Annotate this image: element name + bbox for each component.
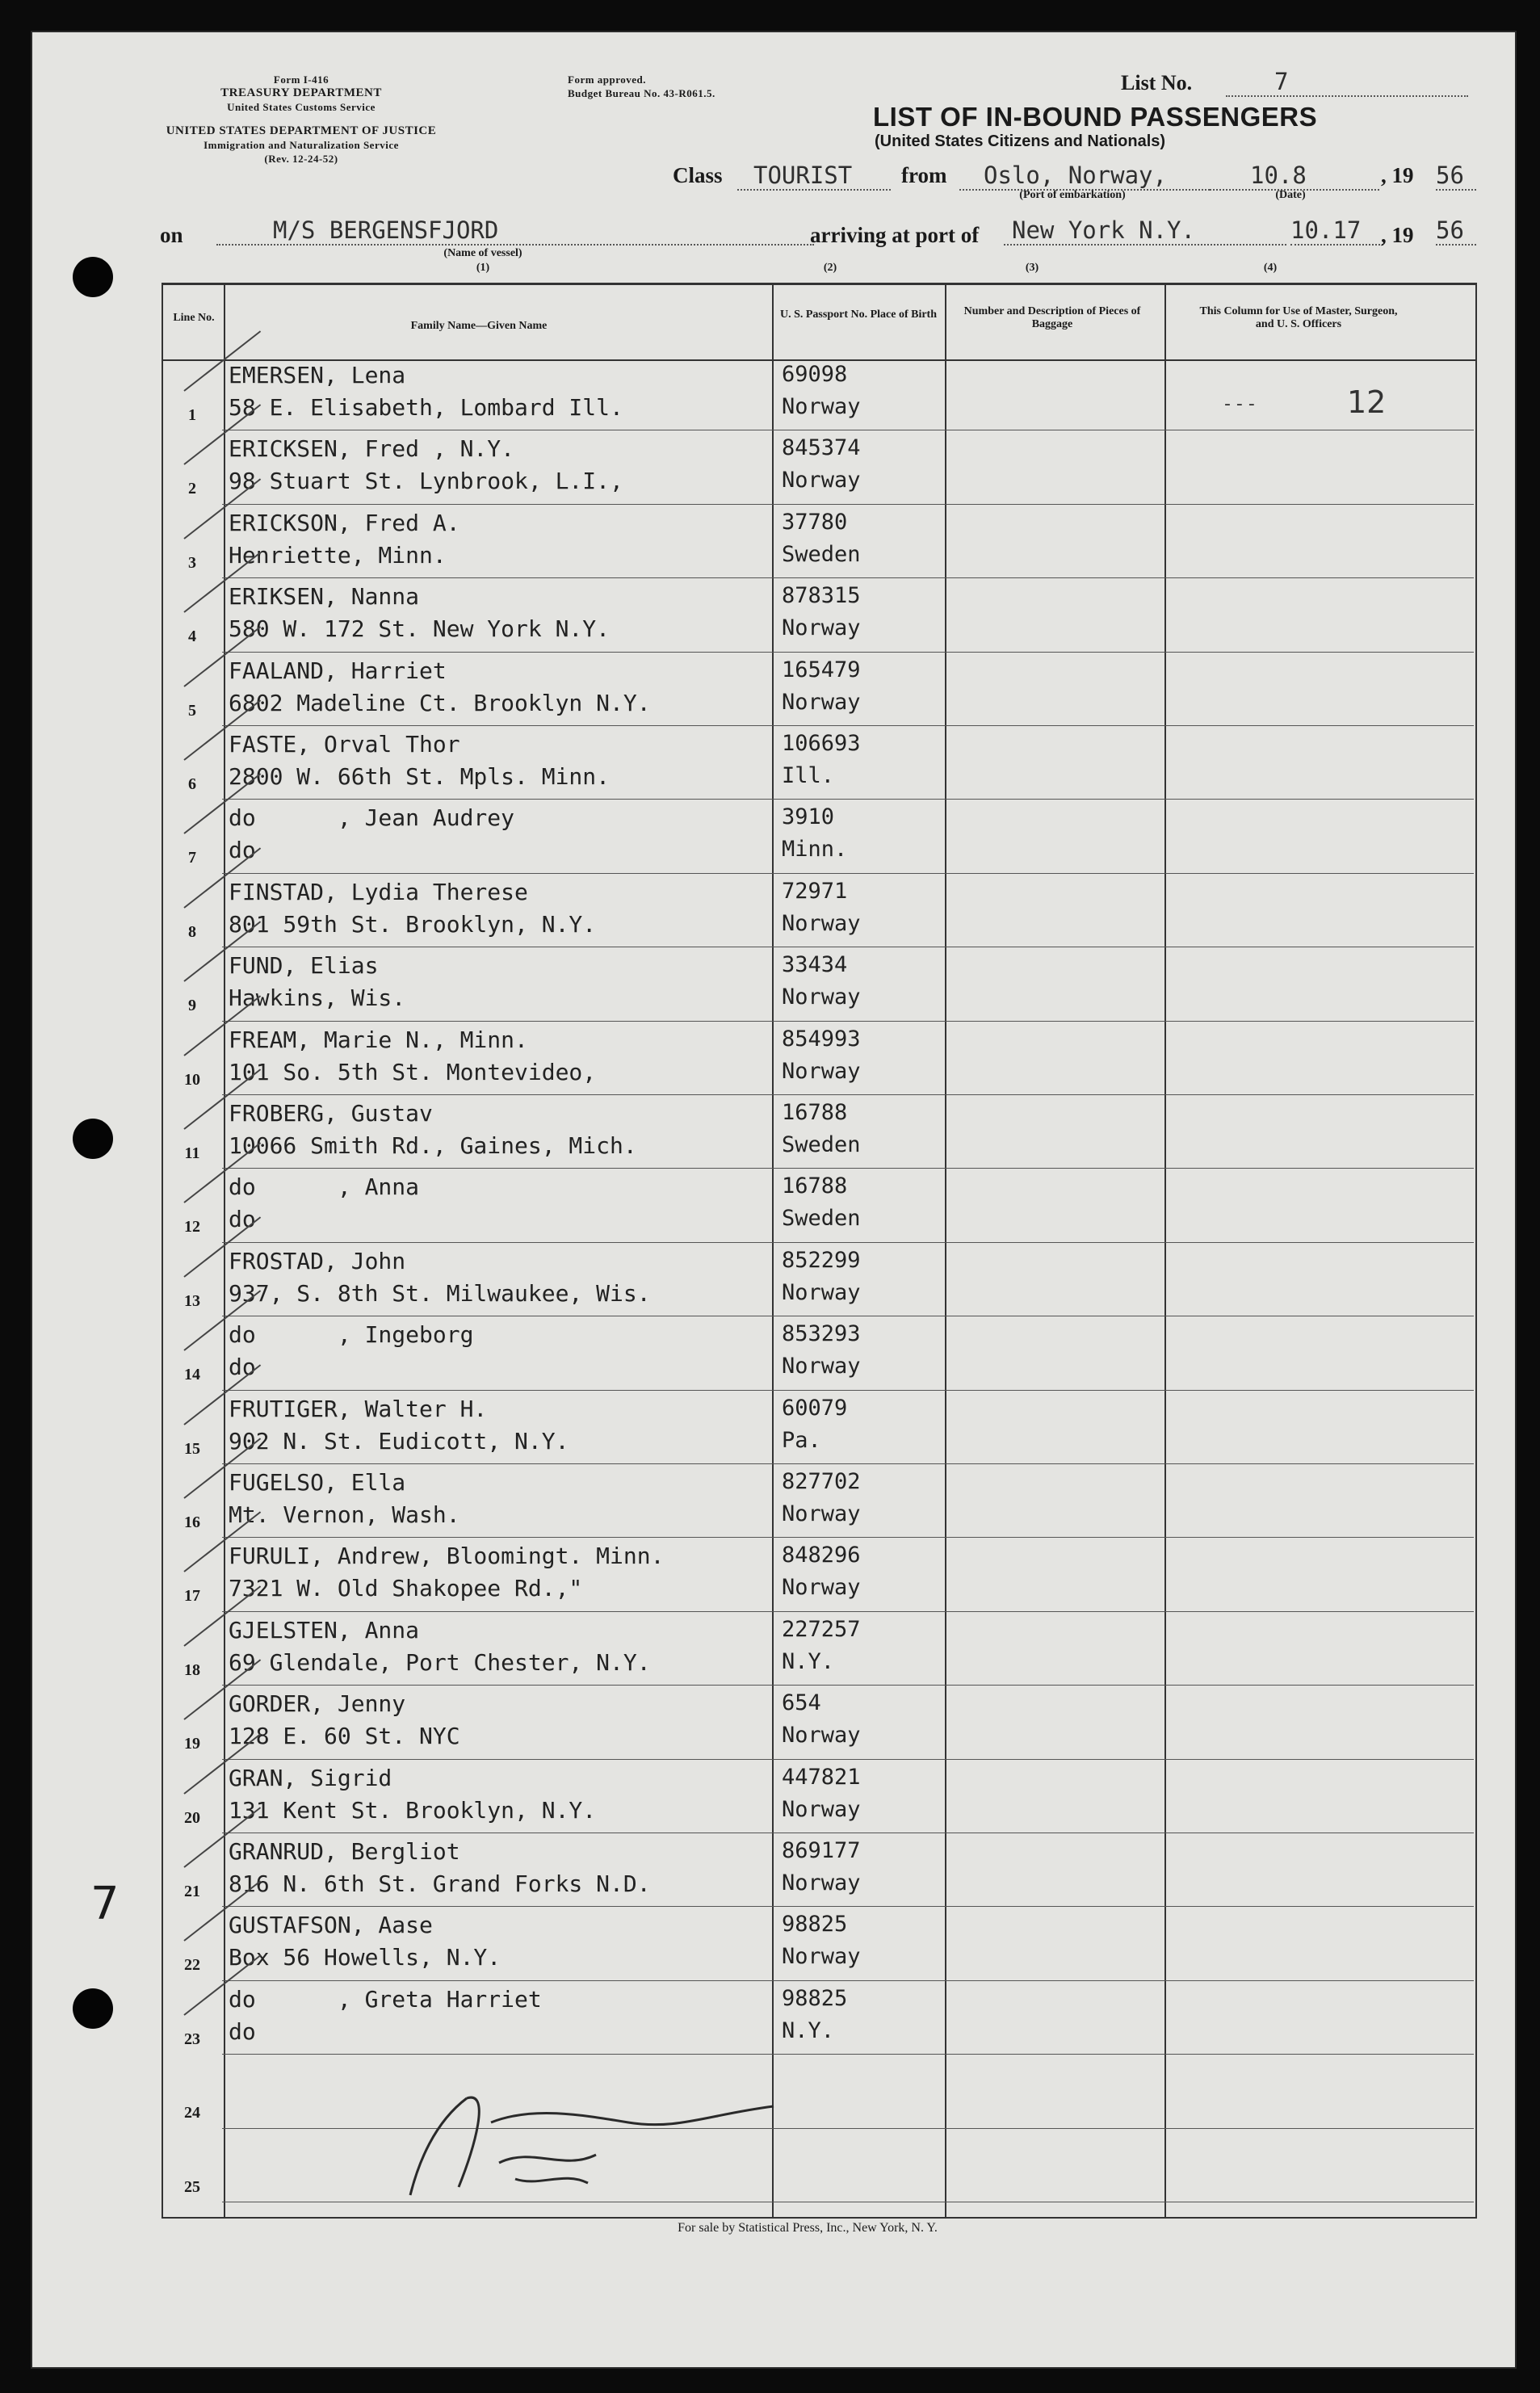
passenger-address: 10066 Smith Rd., Gaines, Mich.	[229, 1132, 637, 1159]
justice-block	[152, 124, 451, 166]
passenger-address: 128 E. 60 St. NYC	[229, 1723, 460, 1750]
col-baggage: Number and Description of Pieces of Baggage	[963, 305, 1141, 330]
col-num-3: (3)	[1025, 262, 1039, 274]
passenger-address: 7321 W. Old Shakopee Rd.,"	[229, 1575, 583, 1602]
list-no-value: 7	[1226, 68, 1468, 97]
passenger-address: Box 56 Howells, N.Y.	[229, 1944, 501, 1971]
passenger-name: do , Jean Audrey	[229, 804, 515, 832]
binder-hole-bottom	[73, 1988, 113, 2029]
place-of-birth: Norway	[782, 1575, 861, 1601]
margin-mark: 7	[90, 1878, 120, 1930]
col-num-2: (2)	[823, 262, 837, 274]
line-number: 23	[184, 2030, 200, 2048]
passenger-address: do	[229, 837, 256, 864]
line-number: 22	[184, 1956, 200, 1975]
passenger-name: FINSTAD, Lydia Therese	[229, 878, 528, 905]
place-of-birth: Sweden	[782, 1132, 861, 1157]
passenger-address: 58 E. Elisabeth, Lombard Ill.	[229, 394, 623, 421]
passenger-name: FROBERG, Gustav	[229, 1100, 433, 1127]
signature-scrawl	[370, 2074, 822, 2203]
passenger-name: GRAN, Sigrid	[229, 1764, 392, 1791]
passenger-name: EMERSEN, Lena	[229, 362, 406, 388]
passport-number: 33434	[782, 952, 848, 978]
arriving-label: arriving at port of	[810, 223, 980, 247]
row-divider	[222, 652, 1474, 653]
row-divider	[222, 1390, 1474, 1391]
place-of-birth: Norway	[782, 910, 861, 936]
row-divider	[222, 1537, 1474, 1538]
arrival-year-prefix: , 19	[1381, 223, 1414, 247]
passenger-address: 801 59th St. Brooklyn, N.Y.	[229, 910, 597, 938]
row-divider	[222, 1685, 1474, 1686]
class-value: TOURIST	[737, 162, 891, 191]
passport-number: 853293	[782, 1321, 861, 1347]
passport-number: 447821	[782, 1764, 861, 1790]
page-subtitle: (United States Citizens and Nationals)	[875, 132, 1166, 150]
row-divider	[222, 504, 1474, 505]
passenger-name: FASTE, Orval Thor	[229, 731, 460, 758]
printer-footer: For sale by Statistical Press, Inc., New York, N. Y.	[678, 2221, 938, 2235]
place-of-birth: Norway	[782, 1723, 861, 1749]
port-note: (Port of embarkation)	[1019, 189, 1126, 201]
place-of-birth: Norway	[782, 394, 861, 419]
approval-block	[568, 73, 778, 100]
passenger-name: do , Ingeborg	[229, 1321, 474, 1349]
place-of-birth: Sweden	[782, 541, 861, 567]
place-of-birth: Norway	[782, 689, 861, 715]
place-of-birth: Ill.	[782, 763, 835, 788]
passport-number: 827702	[782, 1469, 861, 1494]
arrival-port: New York N.Y.	[1004, 216, 1286, 246]
place-of-birth: Norway	[782, 984, 861, 1010]
binder-hole-middle	[73, 1119, 113, 1159]
row-divider	[222, 1094, 1474, 1095]
line-number: 13	[184, 1291, 200, 1310]
line-number: 12	[184, 1218, 200, 1236]
line-number: 17	[184, 1587, 200, 1606]
passenger-name: FUND, Elias	[229, 952, 379, 980]
passenger-address: 98 Stuart St. Lynbrook, L.I.,	[229, 468, 623, 495]
vessel-note: (Name of vessel)	[443, 247, 522, 259]
passport-number: 869177	[782, 1838, 861, 1863]
line-number: 3	[188, 553, 196, 572]
passport-number: 654	[782, 1690, 821, 1716]
line-number: 4	[188, 628, 196, 646]
place-of-birth: Norway	[782, 1870, 861, 1896]
justice-dept: UNITED STATES DEPARTMENT OF JUSTICE	[166, 124, 437, 137]
passenger-address: 580 W. 172 St. New York N.Y.	[229, 615, 611, 643]
vessel-name: M/S BERGENSFJORD	[216, 216, 814, 246]
binder-hole-top	[73, 257, 113, 297]
passport-number: 878315	[782, 583, 861, 609]
agency-block	[152, 73, 451, 114]
year-prefix: , 19	[1381, 163, 1414, 187]
passenger-name: FROSTAD, John	[229, 1247, 406, 1274]
passenger-address: 902 N. St. Eudicott, N.Y.	[229, 1427, 569, 1455]
line-number: 15	[184, 1439, 200, 1458]
line-number: 8	[188, 922, 196, 941]
place-of-birth: Norway	[782, 1354, 861, 1379]
row-divider	[222, 725, 1474, 726]
passenger-address: Mt. Vernon, Wash.	[229, 1501, 460, 1528]
ins-service: Immigration and Naturalization Service	[204, 139, 399, 151]
passenger-address: 69 Glendale, Port Chester, N.Y.	[229, 1648, 651, 1676]
col-officers: This Column for Use of Master, Surgeon, and U. S. Officers	[1199, 305, 1398, 330]
place-of-birth: Norway	[782, 1796, 861, 1822]
passenger-name: ERICKSON, Fred A.	[229, 509, 460, 536]
passport-number: 854993	[782, 1026, 861, 1052]
passenger-address: 101 So. 5th St. Montevideo,	[229, 1058, 597, 1085]
passenger-name: FURULI, Andrew, Bloomingt. Minn.	[229, 1543, 665, 1570]
row-divider	[222, 1168, 1474, 1169]
passport-number: 3910	[782, 804, 835, 830]
budget-bureau: Budget Bureau No. 43-R061.5.	[568, 87, 715, 99]
line-number: 9	[188, 997, 196, 1015]
col-num-1: (1)	[476, 262, 490, 274]
line-number: 14	[184, 1366, 200, 1384]
passport-number: 98825	[782, 1912, 848, 1937]
place-of-birth: N.Y.	[782, 2017, 835, 2043]
class-label: Class	[673, 163, 723, 187]
place-of-birth: Norway	[782, 1944, 861, 1970]
row-divider	[222, 1242, 1474, 1243]
passport-number: 227257	[782, 1616, 861, 1642]
row-divider	[222, 1463, 1474, 1464]
passport-number: 852299	[782, 1247, 861, 1273]
passenger-address: 6802 Madeline Ct. Brooklyn N.Y.	[229, 689, 651, 716]
place-of-birth: Norway	[782, 615, 861, 641]
passenger-name: GUSTAFSON, Aase	[229, 1912, 433, 1939]
arrival-date: 10.17	[1290, 216, 1383, 246]
place-of-birth: Norway	[782, 1501, 861, 1526]
row-divider	[222, 2054, 1474, 2055]
place-of-birth: Norway	[782, 1279, 861, 1305]
passport-number: 845374	[782, 435, 861, 461]
passenger-address: 937, S. 8th St. Milwaukee, Wis.	[229, 1279, 651, 1307]
row-divider	[222, 1980, 1474, 1981]
row-divider	[222, 1611, 1474, 1612]
from-label: from	[901, 163, 947, 187]
passport-number: 72971	[782, 878, 848, 904]
passenger-name: GORDER, Jenny	[229, 1690, 406, 1718]
line-number: 6	[188, 775, 196, 793]
passenger-name: do , Greta Harriet	[229, 1985, 542, 2013]
revision: (Rev. 12-24-52)	[264, 153, 338, 165]
passenger-address: Hawkins, Wis.	[229, 984, 406, 1012]
page-title: LIST OF IN-BOUND PASSENGERS	[873, 102, 1318, 132]
passenger-address: Henriette, Minn.	[229, 541, 447, 569]
line-number: 10	[184, 1070, 200, 1089]
passport-number: 16788	[782, 1173, 848, 1199]
line-number: 16	[184, 1513, 200, 1531]
passenger-address: do	[229, 1354, 256, 1381]
treasury-dept: TREASURY DEPARTMENT	[220, 86, 382, 99]
place-of-birth: Norway	[782, 468, 861, 493]
place-of-birth: Minn.	[782, 837, 848, 863]
on-label: on	[160, 223, 183, 247]
row-divider	[222, 577, 1474, 578]
col-num-4: (4)	[1263, 262, 1278, 274]
line-number: 5	[188, 701, 196, 720]
col-line-no: Line No.	[173, 312, 215, 324]
row-divider	[222, 1021, 1474, 1022]
line-number: 19	[184, 1735, 200, 1753]
line-number: 24	[184, 2104, 200, 2122]
passport-number: 165479	[782, 657, 861, 682]
line-number: 2	[188, 480, 196, 498]
passenger-name: FREAM, Marie N., Minn.	[229, 1026, 528, 1053]
row-divider	[222, 1759, 1474, 1760]
form-approved: Form approved.	[568, 73, 647, 86]
place-of-birth: Pa.	[782, 1427, 821, 1453]
passport-number: 16788	[782, 1100, 848, 1125]
embarkation-date: 10.8	[1210, 162, 1379, 191]
line-number: 11	[184, 1144, 200, 1162]
place-of-birth: Sweden	[782, 1206, 861, 1232]
passenger-name: FUGELSO, Ella	[229, 1469, 406, 1496]
passenger-name: GRANRUD, Bergliot	[229, 1838, 460, 1865]
row-divider	[222, 873, 1474, 874]
arrival-year: 56	[1436, 216, 1476, 246]
line-number: 7	[188, 849, 196, 867]
date-note: (Date)	[1275, 189, 1306, 201]
port-of-embarkation: Oslo, Norway,	[959, 162, 1210, 191]
line-number: 1	[188, 406, 196, 424]
place-of-birth: N.Y.	[782, 1648, 835, 1674]
col-family-name: Family Name—Given Name	[410, 320, 548, 332]
officer-dashes: - - -	[1224, 394, 1255, 414]
form-number: Form I-416	[273, 73, 329, 86]
passenger-name: ERICKSEN, Fred , N.Y.	[229, 435, 515, 463]
line-number: 20	[184, 1808, 200, 1827]
passenger-address: 131 Kent St. Brooklyn, N.Y.	[229, 1796, 597, 1824]
passenger-name: GJELSTEN, Anna	[229, 1616, 420, 1644]
passport-number: 98825	[782, 1985, 848, 2011]
passenger-name: ERIKSEN, Nanna	[229, 583, 420, 611]
passport-number: 60079	[782, 1395, 848, 1421]
form-sheet	[31, 31, 1517, 2369]
passport-number: 37780	[782, 509, 848, 535]
list-no-label: List No.	[1121, 71, 1193, 94]
passenger-name: FAALAND, Harriet	[229, 657, 447, 684]
place-of-birth: Norway	[782, 1058, 861, 1084]
passenger-address: 816 N. 6th St. Grand Forks N.D.	[229, 1870, 651, 1897]
embarkation-year: 56	[1436, 162, 1476, 191]
line-number: 21	[184, 1883, 200, 1900]
passenger-address: 2800 W. 66th St. Mpls. Minn.	[229, 763, 611, 790]
officer-note: 12	[1347, 384, 1387, 420]
line-number: 25	[184, 2177, 200, 2196]
passenger-name: do , Anna	[229, 1173, 420, 1201]
passport-number: 69098	[782, 362, 848, 387]
row-divider	[222, 1906, 1474, 1907]
passport-number: 106693	[782, 731, 861, 756]
row-divider	[222, 799, 1474, 800]
customs-service: United States Customs Service	[227, 101, 376, 113]
passenger-address: do	[229, 1206, 256, 1233]
line-number: 18	[184, 1660, 200, 1679]
col-passport: U. S. Passport No. Place of Birth	[779, 309, 938, 321]
passenger-address: do	[229, 2017, 256, 2045]
passenger-name: FRUTIGER, Walter H.	[229, 1395, 488, 1422]
passport-number: 848296	[782, 1543, 861, 1568]
